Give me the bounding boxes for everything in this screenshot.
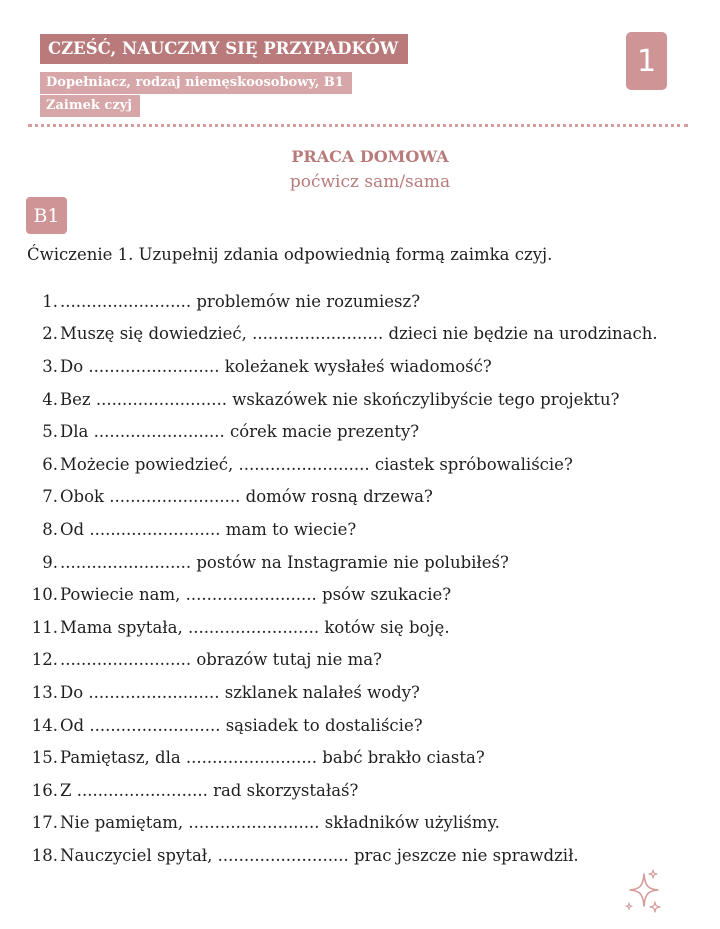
- exercise-item-number: 6.: [42, 454, 58, 474]
- exercise-item-text: Z ......................... rad skorzystałaś?: [60, 780, 359, 800]
- exercise-item-number: 4.: [42, 389, 58, 409]
- exercise-item: [0, 350, 720, 383]
- exercise-item-text: Muszę się dowiedzieć, ......................... dzieci nie będzie na urodzinach.: [60, 324, 658, 344]
- exercise-item-text: Do ......................... koleżanek wysłałeś wiadomość?: [60, 356, 492, 376]
- exercise-item-number: 18.: [31, 845, 58, 865]
- homework-subtitle: poćwicz sam/sama: [289, 172, 451, 192]
- exercise-item-text: Powiecie nam, ......................... psów szukacie?: [60, 585, 452, 605]
- exercise-item: [0, 644, 720, 677]
- exercise-item-text: Mama spytała, ......................... kotów się boję.: [60, 617, 450, 637]
- exercise-item-text: Możecie powiedzieć, ......................... ciastek spróbowaliście?: [60, 454, 573, 474]
- exercise-item: [0, 839, 720, 872]
- exercise-item: [0, 709, 720, 742]
- exercise-item-number: 11.: [31, 617, 58, 637]
- exercise-item: [0, 318, 720, 351]
- exercise-item: [0, 513, 720, 546]
- exercise-item-number: 10.: [31, 585, 58, 605]
- exercise-item-text: ......................... postów na Instagramie nie polubiłeś?: [60, 552, 509, 572]
- exercise-instruction: Ćwiczenie 1. Uzupełnij zdania odpowiednią formą zaimka czyj.: [27, 245, 553, 264]
- exercise-item-text: ......................... obrazów tutaj nie ma?: [60, 650, 382, 670]
- lesson-pronoun-tag: Zaimek czyj: [40, 95, 140, 117]
- level-badge: B1: [26, 197, 67, 234]
- exercise-item: [0, 741, 720, 774]
- exercise-item: [0, 415, 720, 448]
- exercise-item-text: Dla ......................... córek macie prezenty?: [60, 422, 420, 442]
- exercise-item-text: ......................... problemów nie rozumiesz?: [60, 291, 421, 311]
- exercise-list: [0, 285, 720, 872]
- lesson-topic-tag: Dopełniacz, rodzaj niemęskoosobowy, B1: [40, 72, 352, 94]
- exercise-item-text: Nie pamiętam, ......................... składników użyliśmy.: [60, 813, 500, 833]
- exercise-item: [0, 285, 720, 318]
- exercise-item-text: Pamiętasz, dla ......................... babć brakło ciasta?: [60, 748, 485, 768]
- exercise-item-number: 8.: [42, 519, 58, 539]
- sparkle-icon: [624, 868, 664, 914]
- exercise-item-number: 13.: [31, 682, 58, 702]
- exercise-item: [0, 676, 720, 709]
- exercise-item: [0, 611, 720, 644]
- exercise-item: [0, 481, 720, 514]
- exercise-item-number: 5.: [42, 422, 58, 442]
- exercise-item: [0, 774, 720, 807]
- exercise-item-number: 9.: [42, 552, 58, 572]
- exercise-item-number: 3.: [42, 356, 58, 376]
- exercise-item-number: 15.: [31, 748, 58, 768]
- exercise-item-number: 2.: [42, 324, 58, 344]
- lesson-title-banner: CZEŚĆ, NAUCZMY SIĘ PRZYPADKÓW: [40, 34, 408, 64]
- exercise-item: [0, 807, 720, 840]
- exercise-item-text: Od ......................... sąsiadek to dostaliście?: [60, 715, 423, 735]
- exercise-item-text: Do ......................... szklanek nalałeś wody?: [60, 682, 420, 702]
- exercise-item-text: Nauczyciel spytał, ......................... prac jeszcze nie sprawdził.: [60, 845, 579, 865]
- exercise-item-number: 1.: [42, 291, 58, 311]
- exercise-item: [0, 448, 720, 481]
- exercise-item-number: 12.: [31, 650, 58, 670]
- exercise-item-number: 14.: [31, 715, 58, 735]
- exercise-item-text: Obok ......................... domów rosną drzewa?: [60, 487, 433, 507]
- exercise-item: [0, 383, 720, 416]
- exercise-item-number: 17.: [31, 813, 58, 833]
- exercise-item: [0, 546, 720, 579]
- unit-number-badge: 1: [626, 32, 667, 90]
- dotted-divider: [28, 124, 688, 127]
- exercise-item: [0, 578, 720, 611]
- exercise-item-number: 16.: [31, 780, 58, 800]
- homework-title: PRACA DOMOWA: [291, 147, 449, 166]
- exercise-item-number: 7.: [42, 487, 58, 507]
- exercise-item-text: Od ......................... mam to wiecie?: [60, 519, 357, 539]
- exercise-item-text: Bez ......................... wskazówek nie skończylibyście tego projektu?: [60, 389, 620, 409]
